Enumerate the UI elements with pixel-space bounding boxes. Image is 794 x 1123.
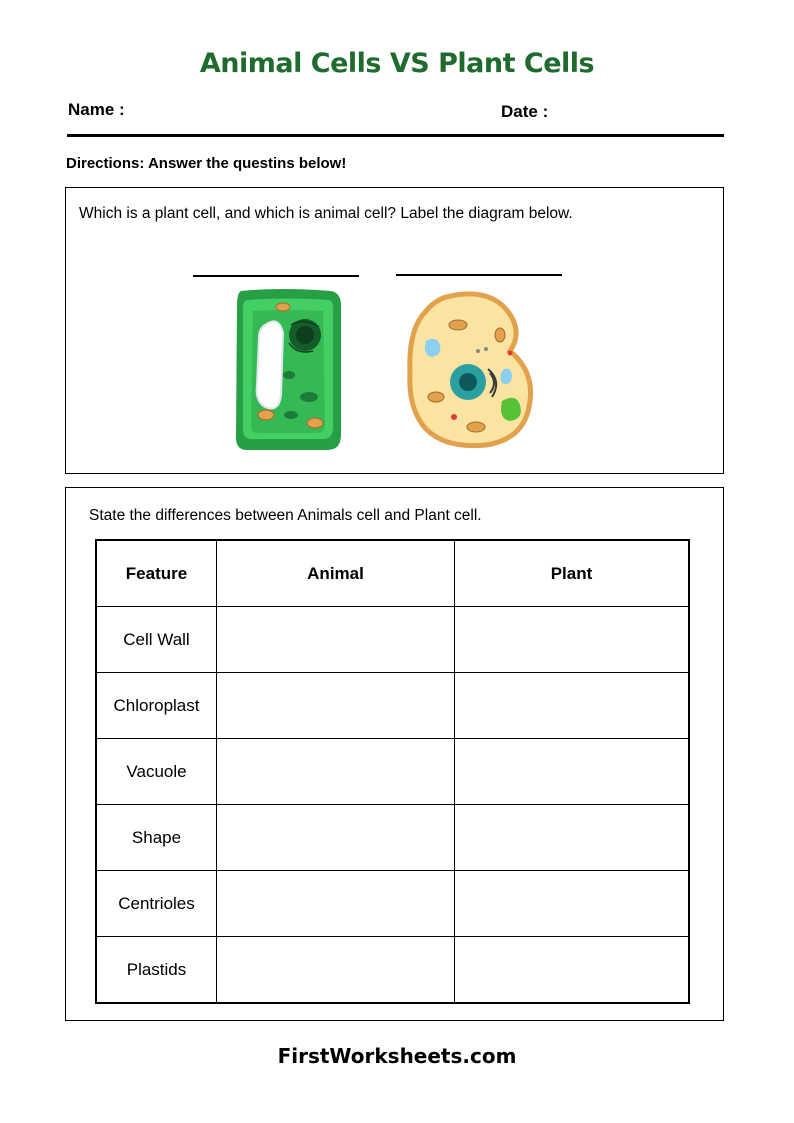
table-header-row [96, 540, 689, 607]
answer-cell-plant[interactable] [455, 673, 690, 739]
question1-prompt: Which is a plant cell, and which is animal cell? Label the diagram below. [79, 205, 573, 222]
table-row [96, 871, 689, 937]
table-row [96, 937, 689, 1004]
answer-cell-animal[interactable] [217, 805, 455, 871]
differences-table [95, 539, 690, 1004]
answer-cell-plant[interactable] [455, 739, 690, 805]
table-row [96, 805, 689, 871]
answer-cell-animal[interactable] [217, 937, 455, 1004]
feature-cell: Vacuole [96, 739, 217, 805]
feature-cell: Chloroplast [96, 673, 217, 739]
answer-cell-plant[interactable] [455, 805, 690, 871]
answer-cell-plant[interactable] [455, 937, 690, 1004]
question2-prompt: State the differences between Animals cell and Plant cell. [89, 507, 482, 524]
column-header: Plant [455, 540, 690, 607]
name-label: Name : [68, 100, 125, 119]
worksheet-title: Animal Cells VS Plant Cells [199, 48, 595, 79]
answer-cell-animal[interactable] [217, 739, 455, 805]
directions-text: Directions: Answer the questins below! [66, 155, 347, 172]
question1-box [65, 187, 724, 474]
label-blank-right[interactable] [396, 274, 562, 276]
answer-cell-animal[interactable] [217, 607, 455, 673]
header-divider [67, 134, 724, 137]
answer-cell-animal[interactable] [217, 673, 455, 739]
plant-cell-image [231, 285, 346, 453]
feature-cell: Plastids [96, 937, 217, 1004]
table-row [96, 739, 689, 805]
question2-box [65, 487, 724, 1021]
answer-cell-plant[interactable] [455, 607, 690, 673]
column-header: Animal [217, 540, 455, 607]
footer-brand: FirstWorksheets.com [277, 1044, 517, 1068]
answer-cell-animal[interactable] [217, 871, 455, 937]
animal-cell-image [406, 289, 536, 449]
table-row [96, 607, 689, 673]
table-row [96, 673, 689, 739]
label-blank-left[interactable] [193, 275, 359, 277]
answer-cell-plant[interactable] [455, 871, 690, 937]
feature-cell: Shape [96, 805, 217, 871]
date-label: Date : [501, 102, 549, 121]
feature-cell: Centrioles [96, 871, 217, 937]
column-header: Feature [96, 540, 217, 607]
feature-cell: Cell Wall [96, 607, 217, 673]
